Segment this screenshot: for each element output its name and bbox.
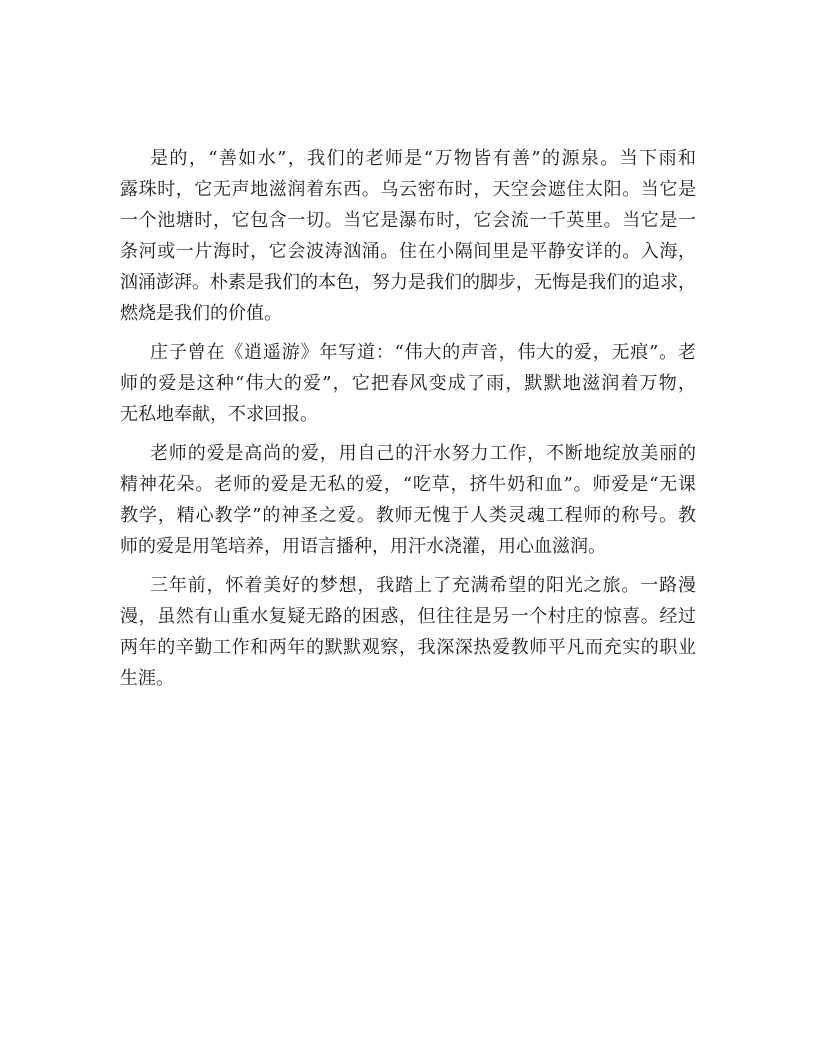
text-line: 漫，虽然有山重水复疑无路的困惑，但往往是另一个村庄的惊喜。经过 [120, 606, 696, 627]
text-line: 三年前，怀着美好的梦想，我踏上了充满希望的阳光之旅。一路漫 [150, 575, 696, 596]
text-line: 一个池塘时，它包含一切。当它是瀑布时，它会流一千英里。当它是一 [120, 210, 696, 231]
paragraph-3 [120, 438, 696, 562]
paragraph-2 [120, 337, 696, 430]
text-line: 精神花朵。老师的爱是无私的爱，“吃草，挤牛奶和血”。师爱是“无课 [120, 474, 696, 495]
document-body [120, 143, 696, 702]
text-line: 无私地奉献，不求回报。 [120, 404, 318, 425]
text-line: 师的爱是这种“伟大的爱”，它把春风变成了雨，默默地滋润着万物， [120, 373, 696, 394]
text-line: 条河或一片海时，它会波涛汹涌。住在小隔间里是平静安详的。入海， [120, 241, 696, 262]
text-line: 老师的爱是高尚的爱，用自己的汗水努力工作，不断地绽放美丽的 [150, 443, 696, 464]
text-line: 是的，“善如水”，我们的老师是“万物皆有善”的源泉。当下雨和 [150, 148, 696, 169]
text-line: 师的爱是用笔培养，用语言播种，用汗水浇灌，用心血滋润。 [120, 536, 606, 557]
text-line: 庄子曾在《逍遥游》年写道：“伟大的声音，伟大的爱，无痕”。老 [150, 342, 696, 363]
text-line: 两年的辛勤工作和两年的默默观察，我深深热爱教师平凡而充实的职业 [120, 637, 696, 658]
text-line: 露珠时，它无声地滋润着东西。乌云密布时，天空会遮住太阳。当它是 [120, 179, 696, 200]
text-line: 汹涌澎湃。朴素是我们的本色，努力是我们的脚步，无悔是我们的追求， [120, 272, 696, 293]
paragraph-4 [120, 570, 696, 694]
text-line: 燃烧是我们的价值。 [120, 303, 282, 324]
text-line: 生涯。 [120, 668, 174, 689]
text-line: 教学，精心教学”的神圣之爱。教师无愧于人类灵魂工程师的称号。教 [120, 505, 696, 526]
paragraph-1 [120, 143, 696, 329]
